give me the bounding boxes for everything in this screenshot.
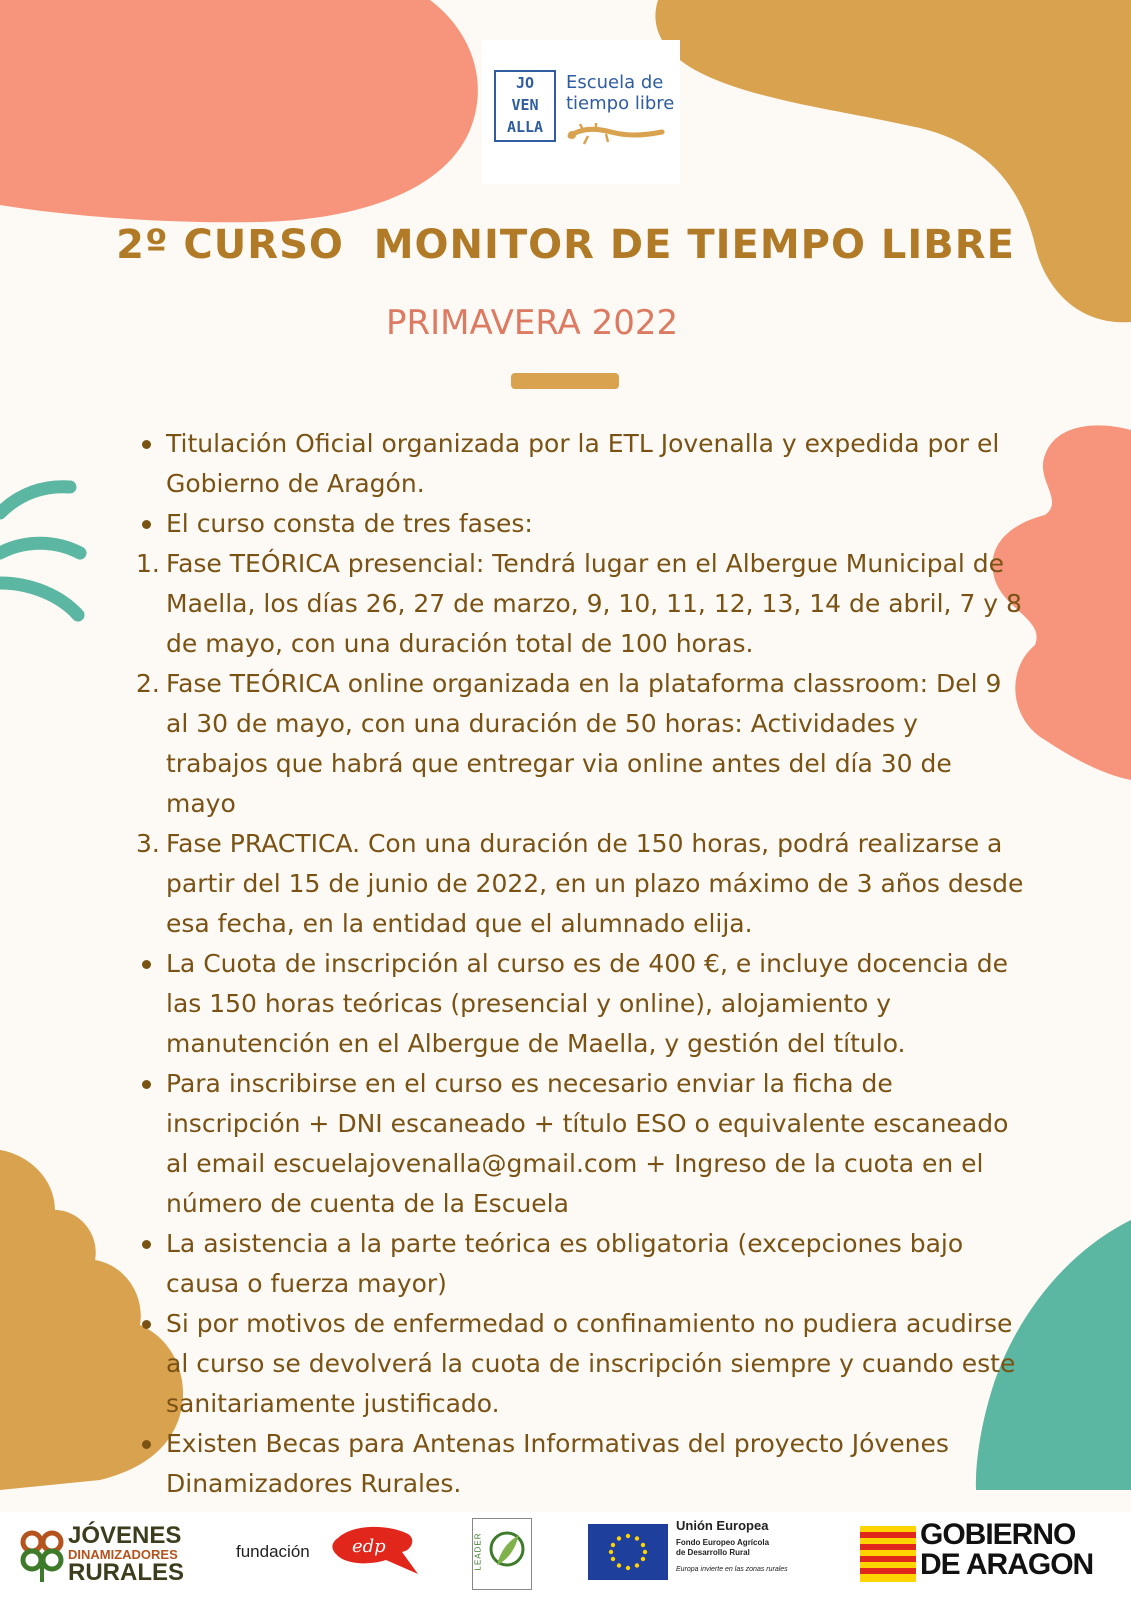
logo-text-line2: tiempo libre [566,93,675,114]
jovenalla-logo-mark [494,70,556,142]
leader-logo [472,1518,532,1590]
logo-line-ven: VEN [511,96,539,114]
list-item [136,424,1026,504]
list-item-text: Titulación Oficial organizada por la ETL Jovenalla y expedida por el Gobierno de Aragón. [166,429,1000,498]
jovenes-line3: RURALES [68,1559,185,1586]
edp-label: edp [352,1536,386,1557]
eu-flag-icon [588,1524,668,1580]
number-marker: 1. [136,549,160,578]
logo-line-jo: JO [515,74,535,92]
salmon-blob-top-left [0,0,500,230]
jovenes-dinamizadores-logo [18,1520,188,1590]
gobierno-line2: DE ARAGON [920,1548,1094,1581]
fundacion-edp-logo [236,1524,426,1584]
list-item [136,944,1026,1064]
ochre-blob-top-right [650,0,1131,330]
list-item [136,544,1026,664]
title-divider [511,373,619,389]
teal-lines-left [0,475,100,625]
jovenalla-logo [482,40,680,184]
logo-text [566,72,674,114]
page-title: 2º CURSO MONITOR DE TIEMPO LIBRE [116,222,1015,268]
leader-label: LEADER [473,1532,483,1571]
gobierno-line1: GOBIERNO [920,1518,1076,1551]
aragon-flag-icon [860,1526,916,1582]
list-item-text: Fase TEÓRICA online organizada en la plataforma classroom: Del 9 al 30 de mayo, con una duración de 50 horas: Actividades y trabajos que habrá que entregar via online antes del día 30 de mayo [166,669,1002,818]
list-item-text: La Cuota de inscripción al curso es de 400 €, e incluye docencia de las 150 horas teóricas (presencial y online), alojamiento y manutención en el Albergue de Maella, y gestión del título. [166,949,1008,1058]
gobierno-aragon-logo [860,1520,1110,1590]
list-item-text: Existen Becas para Antenas Informativas del proyecto Jóvenes Dinamizadores Rurales. [166,1429,949,1498]
logo-text-line1: Escuela de [566,72,664,93]
course-info-list [136,424,1026,1504]
list-item-text: Fase TEÓRICA presencial: Tendrá lugar en el Albergue Municipal de Maella, los días 26, 27 de marzo, 9, 10, 11, 12, 13, 14 de abril, 7 y 8 de mayo, con una duración total de 100 horas. [166,549,1022,658]
list-item [136,1304,1026,1424]
jovenes-line1: JÓVENES [68,1522,182,1549]
ue-sub1: Fondo Europeo Agrícola [676,1538,770,1547]
sponsors-footer [0,1512,1131,1600]
list-item [136,664,1026,824]
list-item [136,1224,1026,1304]
ue-sub2: de Desarrollo Rural [676,1548,750,1557]
lizard-icon [566,120,666,148]
ue-sub3: Europa invierte en las zonas rurales [676,1566,788,1573]
list-item-text: La asistencia a la parte teórica es obligatoria (excepciones bajo causa o fuerza mayor) [166,1229,964,1298]
page-subtitle: PRIMAVERA 2022 [386,303,679,343]
bullet-dot-icon [142,1240,151,1249]
clover-icon [18,1526,66,1582]
list-item [136,1424,1026,1504]
bullet-dot-icon [142,1440,151,1449]
bullet-dot-icon [142,960,151,969]
bullet-dot-icon [142,1080,151,1089]
bullet-dot-icon [142,440,151,449]
list-item-text: Si por motivos de enfermedad o confinamiento no pudiera acudirse al curso se devolverá la cuota de inscripción siempre y cuando este sanitariamente justificado. [166,1309,1016,1418]
list-item [136,504,1026,544]
union-europea-logo [588,1518,818,1588]
number-marker: 3. [136,829,160,858]
number-marker: 2. [136,669,160,698]
list-item-text: Para inscribirse en el curso es necesario enviar la ficha de inscripción + DNI escaneado + título ESO o equivalente escaneado al email escuelajovenalla@gmail.com + Ingreso de la cuota en el número de cuenta de la Escuela [166,1069,1009,1218]
leaf-icon [487,1525,527,1581]
list-item-text: Fase PRACTICA. Con una duración de 150 horas, podrá realizarse a partir del 15 de junio de 2022, en un plazo máximo de 3 años desde esa fecha, en la entidad que el alumnado elija. [166,829,1024,938]
fundacion-label: fundación [236,1542,310,1561]
jovenes-line2: DINAMIZADORES [68,1547,178,1562]
bullet-dot-icon [142,1320,151,1329]
list-item-text: El curso consta de tres fases: [166,509,533,538]
logo-line-alla: ALLA [506,118,544,136]
list-item [136,824,1026,944]
list-item [136,1064,1026,1224]
ue-title: Unión Europea [676,1518,769,1533]
bullet-dot-icon [142,520,151,529]
